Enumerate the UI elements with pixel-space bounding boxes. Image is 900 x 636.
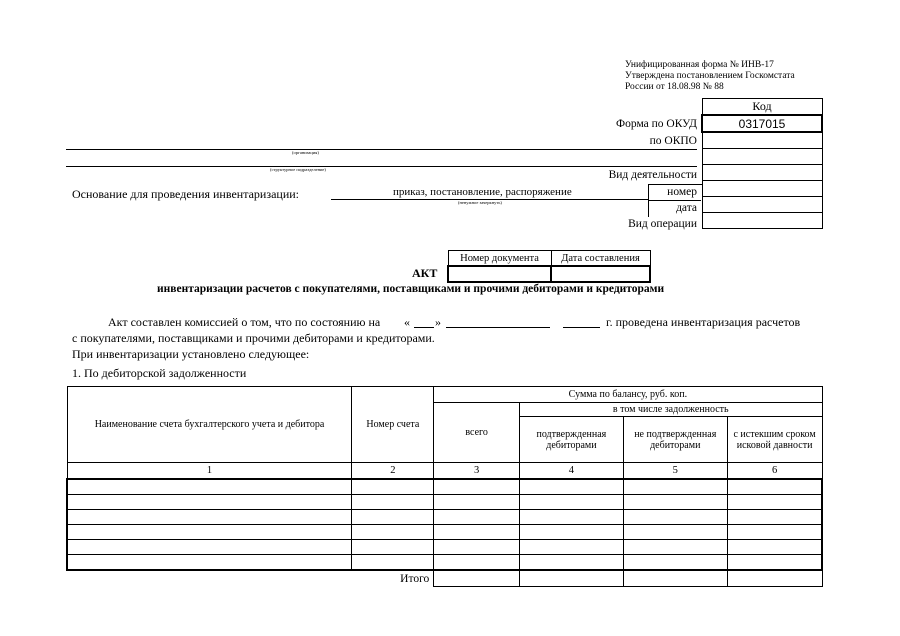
table-cell[interactable] xyxy=(67,540,352,555)
date-label: дата xyxy=(676,202,697,214)
receivables-table xyxy=(66,386,823,587)
number-code-cell[interactable] xyxy=(702,181,822,197)
table-cell[interactable] xyxy=(623,479,727,495)
intro-line2: с покупателями, поставщиками и прочими дебиторами и кредиторами. xyxy=(72,331,435,345)
table-cell[interactable] xyxy=(67,495,352,510)
total-cell[interactable] xyxy=(727,570,822,586)
debt-subgroup-header: в том числе задолженность xyxy=(519,403,822,417)
total-cell[interactable] xyxy=(623,570,727,586)
total-label: Итого xyxy=(400,572,430,585)
form-code-line: Унифицированная форма № ИНВ-17 xyxy=(625,60,774,70)
table-cell[interactable] xyxy=(519,540,623,555)
col-num-5: 5 xyxy=(623,463,727,480)
table-cell[interactable] xyxy=(623,525,727,540)
day-line[interactable] xyxy=(414,327,434,328)
blank-code-cell[interactable] xyxy=(702,149,822,165)
col-account-number-header: Номер счета xyxy=(352,387,434,463)
table-cell[interactable] xyxy=(519,479,623,495)
table-cell[interactable] xyxy=(623,495,727,510)
doc-number-cell[interactable] xyxy=(448,266,551,282)
table-cell[interactable] xyxy=(352,525,434,540)
table-cell[interactable] xyxy=(352,479,434,495)
table-row xyxy=(67,510,822,525)
table-cell[interactable] xyxy=(727,540,822,555)
operation-code-cell[interactable] xyxy=(702,213,822,229)
document-number-table xyxy=(447,250,651,283)
operation-label: Вид операции xyxy=(628,218,697,230)
act-title: АКТ xyxy=(412,266,438,280)
table-cell[interactable] xyxy=(434,540,520,555)
table-row xyxy=(67,495,822,510)
table-cell[interactable] xyxy=(519,495,623,510)
table-cell[interactable] xyxy=(352,495,434,510)
table-cell[interactable] xyxy=(623,555,727,571)
col-num-6: 6 xyxy=(727,463,822,480)
intro-text-start: Акт составлен комиссией о том, что по состоянию на xyxy=(108,315,381,329)
number-date-divider xyxy=(648,200,701,201)
table-cell[interactable] xyxy=(352,510,434,525)
quote-close: » xyxy=(435,315,441,329)
total-row xyxy=(67,570,822,586)
col-num-2: 2 xyxy=(352,463,434,480)
doc-number-header: Номер документа xyxy=(448,251,551,267)
basis-label: Основание для проведения инвентаризации: xyxy=(72,187,300,201)
year-line[interactable] xyxy=(563,327,600,328)
table-cell[interactable] xyxy=(623,510,727,525)
table-cell[interactable] xyxy=(434,479,520,495)
table-row xyxy=(67,540,822,555)
codes-table xyxy=(701,98,823,229)
table-cell[interactable] xyxy=(727,510,822,525)
org-caption: (организация) xyxy=(292,150,319,155)
table-cell[interactable] xyxy=(67,525,352,540)
table-row xyxy=(67,525,822,540)
table-cell[interactable] xyxy=(67,510,352,525)
division-line[interactable] xyxy=(66,166,697,167)
table-cell[interactable] xyxy=(519,525,623,540)
quote-open: « xyxy=(404,315,410,329)
table-cell[interactable] xyxy=(519,555,623,571)
approval-date-line: России от 18.08.98 № 88 xyxy=(625,82,724,92)
basis-value: приказ, постановление, распоряжение xyxy=(393,186,572,198)
total-cell[interactable] xyxy=(434,570,520,586)
col-expired-header: с истекшим сроком исковой давности xyxy=(727,417,822,463)
col-confirmed-header: подтвержденная дебиторами xyxy=(519,417,623,463)
section-title: 1. По дебиторской задолженности xyxy=(72,366,247,380)
date-code-cell[interactable] xyxy=(702,197,822,213)
col-account-name-header: Наименование счета бухгалтерского учета и дебитора xyxy=(67,387,352,463)
col-num-3: 3 xyxy=(434,463,520,480)
table-cell[interactable] xyxy=(434,525,520,540)
okud-label: Форма по ОКУД xyxy=(616,118,697,130)
number-label: номер xyxy=(667,186,697,198)
table-cell[interactable] xyxy=(434,495,520,510)
act-subtitle: инвентаризации расчетов с покупателями, поставщиками и прочими дебиторами и кредиторами xyxy=(157,283,665,295)
table-cell[interactable] xyxy=(623,540,727,555)
okud-code: 0317015 xyxy=(702,115,822,132)
col-unconfirmed-header: не подтвержденная дебиторами xyxy=(623,417,727,463)
table-cell[interactable] xyxy=(67,479,352,495)
col-num-4: 4 xyxy=(519,463,623,480)
intro-line3: При инвентаризации установлено следующее: xyxy=(72,347,310,361)
doc-date-header: Дата составления xyxy=(551,251,650,267)
table-row xyxy=(67,555,822,571)
table-cell[interactable] xyxy=(434,510,520,525)
table-cell[interactable] xyxy=(352,540,434,555)
basis-caption: (ненужное зачеркнуть) xyxy=(458,200,502,205)
table-cell[interactable] xyxy=(727,479,822,495)
approval-line: Утверждена постановлением Госкомстата xyxy=(625,71,795,81)
activity-label: Вид деятельности xyxy=(608,169,697,181)
table-cell[interactable] xyxy=(67,555,352,571)
col-total-header: всего xyxy=(434,403,520,463)
total-cell[interactable] xyxy=(519,570,623,586)
intro-text-end: г. проведена инвентаризация расчетов xyxy=(606,315,801,329)
division-caption: (структурное подразделение) xyxy=(270,167,326,172)
table-row xyxy=(67,479,822,495)
table-cell[interactable] xyxy=(727,525,822,540)
col-num-1: 1 xyxy=(67,463,352,480)
month-line[interactable] xyxy=(446,327,550,328)
doc-date-cell[interactable] xyxy=(551,266,650,282)
table-cell[interactable] xyxy=(434,555,520,571)
okpo-label: по ОКПО xyxy=(649,135,697,147)
table-cell[interactable] xyxy=(727,555,822,571)
codes-title: Код xyxy=(702,99,822,116)
table-cell[interactable] xyxy=(352,555,434,571)
table-cell[interactable] xyxy=(727,495,822,510)
org-line[interactable] xyxy=(66,149,697,150)
activity-code-cell[interactable] xyxy=(702,165,822,181)
table-cell[interactable] xyxy=(519,510,623,525)
okpo-code-cell[interactable] xyxy=(702,132,822,149)
balance-sum-header: Сумма по балансу, руб. коп. xyxy=(434,387,822,403)
